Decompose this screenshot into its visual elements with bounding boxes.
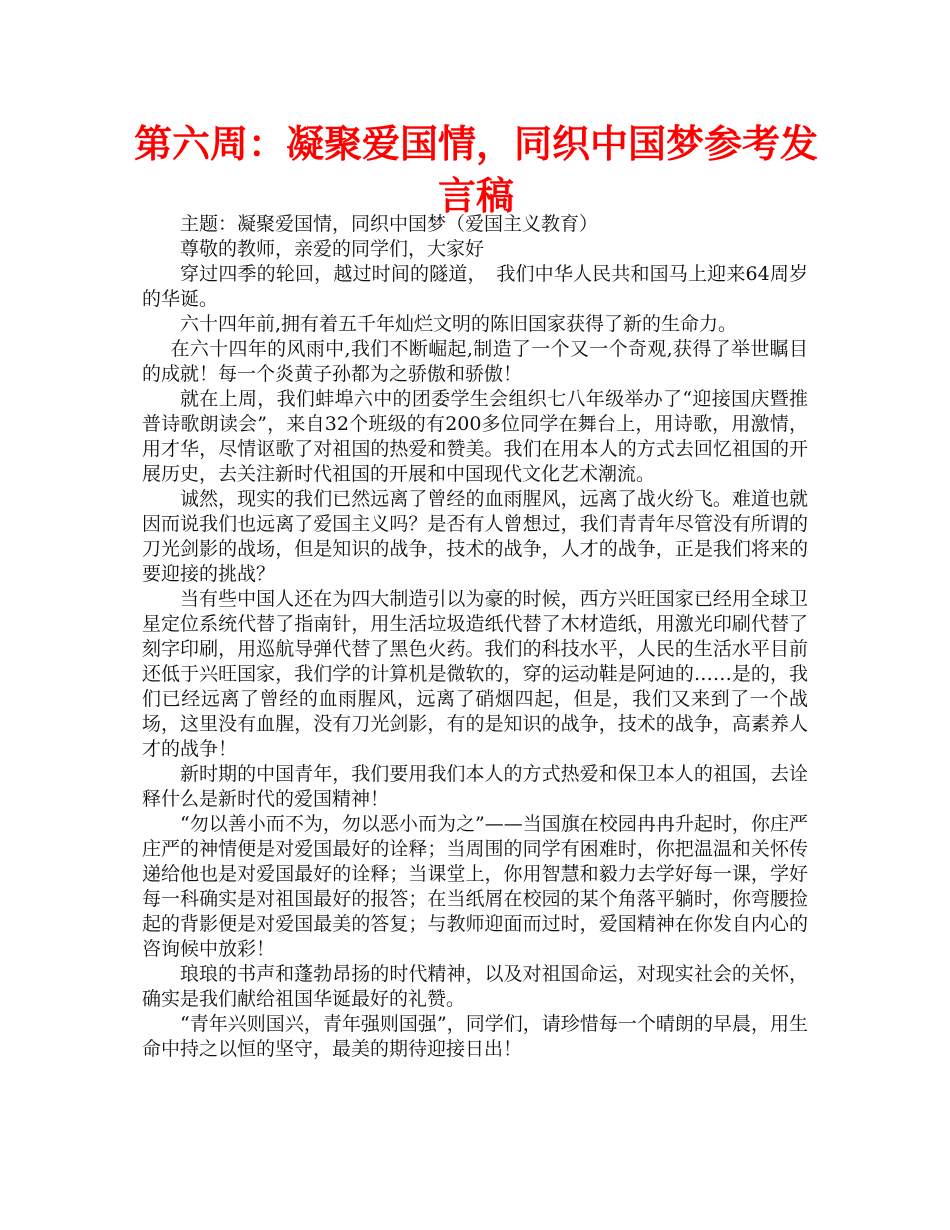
paragraph-closing: “青年兴则国兴，青年强则国强”，同学们，请珍惜每一个晴朗的早晨，用生命中持之以恒的坚守，最美的期待迎接日出！	[142, 1013, 808, 1060]
paragraph-greeting: 尊敬的教师，亲爱的同学们，大家好	[180, 238, 485, 260]
document-title: 第六周：凝聚爱国情，同织中国梦参考发言稿	[133, 122, 818, 218]
paragraph: 新时期的中国青年，我们要用我们本人的方式热爱和保卫本人的祖国，去诠释什么是新时代的爱国精神！	[142, 763, 808, 810]
paragraph: 琅琅的书声和蓬勃昂扬的时代精神，以及对祖国命运，对现实社会的关怀，确实是我们献给祖国华诞最好的礼赞。	[142, 963, 808, 1010]
paragraph: 诚然，现实的我们已然远离了曾经的血雨腥风，远离了战火纷飞。难道也就因而说我们也远离了爱国主义吗？是否有人曾想过，我们青青年尽管没有所谓的刀光剑影的战场，但是知识的战争，技术的战争，人才的战争，正是我们将来的要迎接的挑战？	[142, 488, 808, 585]
paragraph-topic: 主题：凝聚爱国情，同织中国梦（爱国主义教育）	[180, 213, 599, 235]
paragraph: 就在上周，我们蚌埠六中的团委学生会组织七八年级举办了“迎接国庆暨推普诗歌朗读会”，来自32个班级的有200多位同学在舞台上，用诗歌，用激情，用才华，尽情讴歌了对祖国的热爱和赞美。我们在用本人的方式去回忆祖国的开展历史，去关注新时代祖国的开展和中国现代文化艺术潮流。	[142, 388, 808, 485]
document-body	[142, 212, 808, 1062]
paragraph: 六十四年前,拥有着五千年灿烂文明的陈旧国家获得了新的生命力。	[180, 313, 738, 335]
paragraph: 当有些中国人还在为四大制造引以为豪的时候，西方兴旺国家已经用全球卫星定位系统代替了指南针，用生活垃圾造纸代替了木材造纸，用激光印刷代替了刻字印刷，用巡航导弹代替了黑色火药。我们的科技水平，人民的生活水平目前还低于兴旺国家，我们学的计算机是微软的，穿的运动鞋是阿迪的……是的，我们已经远离了曾经的血雨腥风，远离了硝烟四起，但是，我们又来到了一个战场，这里没有血腥，没有刀光剑影，有的是知识的战争，技术的战争，高素养人才的战争！	[142, 588, 808, 760]
paragraph: 在六十四年的风雨中,我们不断崛起,制造了一个又一个奇观,获得了举世瞩目的成就！每一个炎黄子孙都为之骄傲和骄傲！	[142, 338, 808, 385]
paragraph: 穿过四季的轮回，越过时间的隧道， 我们中华人民共和国马上迎来64周岁的华诞。	[142, 263, 808, 310]
paragraph: “勿以善小而不为，勿以恶小而为之”——当国旗在校园冉冉升起时，你庄严庄严的神情便是对爱国最好的诠释；当周围的同学有困难时，你把温温和关怀传递给他也是对爱国最好的诠释；当课堂上，你用智慧和毅力去学好每一课，学好每一科确实是对祖国最好的报答；在当纸屑在校园的某个角落平躺时，你弯腰捡起的背影便是对爱国最美的答复；与教师迎面而过时，爱国精神在你发自内心的咨询候中放彩！	[142, 813, 808, 960]
